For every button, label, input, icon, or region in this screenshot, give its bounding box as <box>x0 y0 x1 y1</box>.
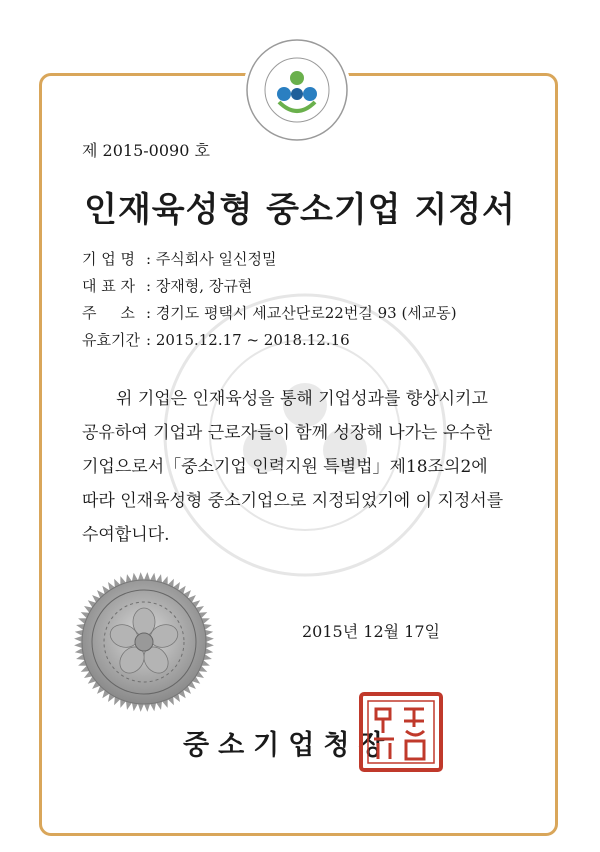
embossed-seal <box>72 570 216 714</box>
validity-label: 유효기간 <box>82 331 140 349</box>
representative-value: : 장재형, 장규현 <box>146 277 253 295</box>
company-row <box>82 248 457 275</box>
certificate-body <box>82 382 527 552</box>
issue-date: 2015년 12월 17일 <box>302 622 440 641</box>
address-value: : 경기도 평택시 세교산단로22번길 93 (세교동) <box>146 304 457 322</box>
official-red-stamp <box>358 691 444 773</box>
company-value: : 주식회사 일신정밀 <box>146 250 277 268</box>
body-line: 수여합니다. <box>82 525 170 545</box>
emblem-logo <box>243 36 351 144</box>
body-line: 기업으로서「중소기업 인력지원 특별법」제18조의2에 <box>82 457 488 477</box>
body-line: 공유하여 기업과 근로자들이 함께 성장해 나가는 우수한 <box>82 423 493 443</box>
document-number: 제 2015-0090 호 <box>82 141 210 160</box>
address-label: 주 소 <box>82 304 135 322</box>
issuer-name: 중소기업청장 <box>183 730 394 761</box>
company-label: 기 업 명 <box>82 250 136 268</box>
validity-value: : 2015.12.17 ~ 2018.12.16 <box>146 331 350 349</box>
body-line: 따라 인재육성형 중소기업으로 지정되었기에 이 지정서를 <box>82 491 504 511</box>
certificate-title: 인재육성형 중소기업 지정서 <box>84 190 516 230</box>
representative-label: 대 표 자 <box>82 277 136 295</box>
body-line: 위 기업은 인재육성을 통해 기업성과를 향상시키고 <box>116 389 488 409</box>
